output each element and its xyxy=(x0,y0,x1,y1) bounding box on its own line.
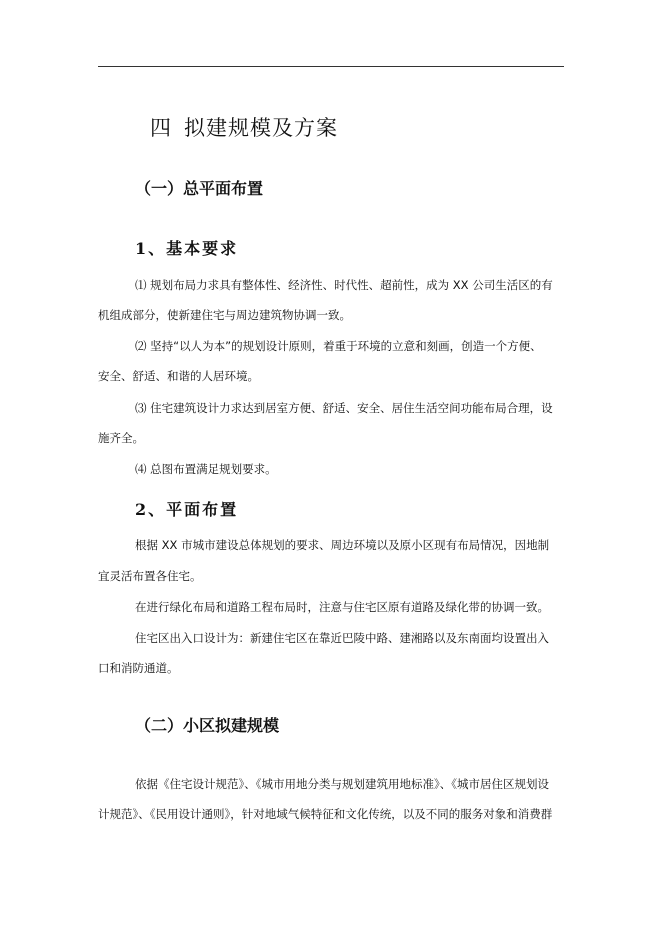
paragraph-line: 依据《住宅设计规范》、《城市用地分类与规划建筑用地标准》、《城市居住区规划设 xyxy=(135,777,549,791)
section-heading-1: （一）总平面布置 xyxy=(135,179,264,198)
paragraph-line: 安全、舒适、和谐的人居环境。 xyxy=(98,369,259,383)
paragraph-line: 住宅区出入口设计为：新建住宅区在靠近巴陵中路、建湘路以及东南面均设置出入 xyxy=(135,631,549,645)
subsection-heading-layout: 2、平面布置 xyxy=(135,500,239,519)
chapter-title-text: 拟建规模及方案 xyxy=(184,116,338,140)
paragraph-line: ⑷ 总图布置满足规划要求。 xyxy=(135,462,277,476)
subsection-heading-basic-requirements: 1、基本要求 xyxy=(135,239,239,258)
paragraph-line: ⑵ 坚持“以人为本”的规划设计原则，着重于环境的立意和刻画，创造一个方便、 xyxy=(135,339,542,353)
paragraph-line: ⑴ 规划布局力求具有整体性、经济性、时代性、超前性，成为 XX 公司生活区的有 xyxy=(135,278,553,292)
paragraph-line: 施齐全。 xyxy=(98,431,144,445)
header-rule xyxy=(98,66,564,67)
paragraph-line: 计规范》、《民用设计通则》，针对地域气候特征和文化传统，以及不同的服务对象和消费群 xyxy=(98,807,553,821)
paragraph-line: ⑶ 住宅建筑设计力求达到居室方便、舒适、安全、居住生活空间功能布局合理，设 xyxy=(135,401,553,415)
section-heading-2: （二）小区拟建规模 xyxy=(135,716,280,735)
paragraph-line: 在进行绿化布局和道路工程布局时，注意与住宅区原有道路及绿化带的协调一致。 xyxy=(135,600,549,614)
paragraph-line: 宜灵活布置各住宅。 xyxy=(98,569,202,583)
paragraph-line: 机组成部分，使新建住宅与周边建筑物协调一致。 xyxy=(98,308,351,322)
paragraph-line: 口和消防通道。 xyxy=(98,661,179,675)
paragraph-line: 根据 XX 市城市建设总体规划的要求、周边环境以及原小区现有布局情况，因地制 xyxy=(135,538,550,552)
chapter-number: 四 xyxy=(150,116,172,140)
chapter-title xyxy=(150,112,338,142)
